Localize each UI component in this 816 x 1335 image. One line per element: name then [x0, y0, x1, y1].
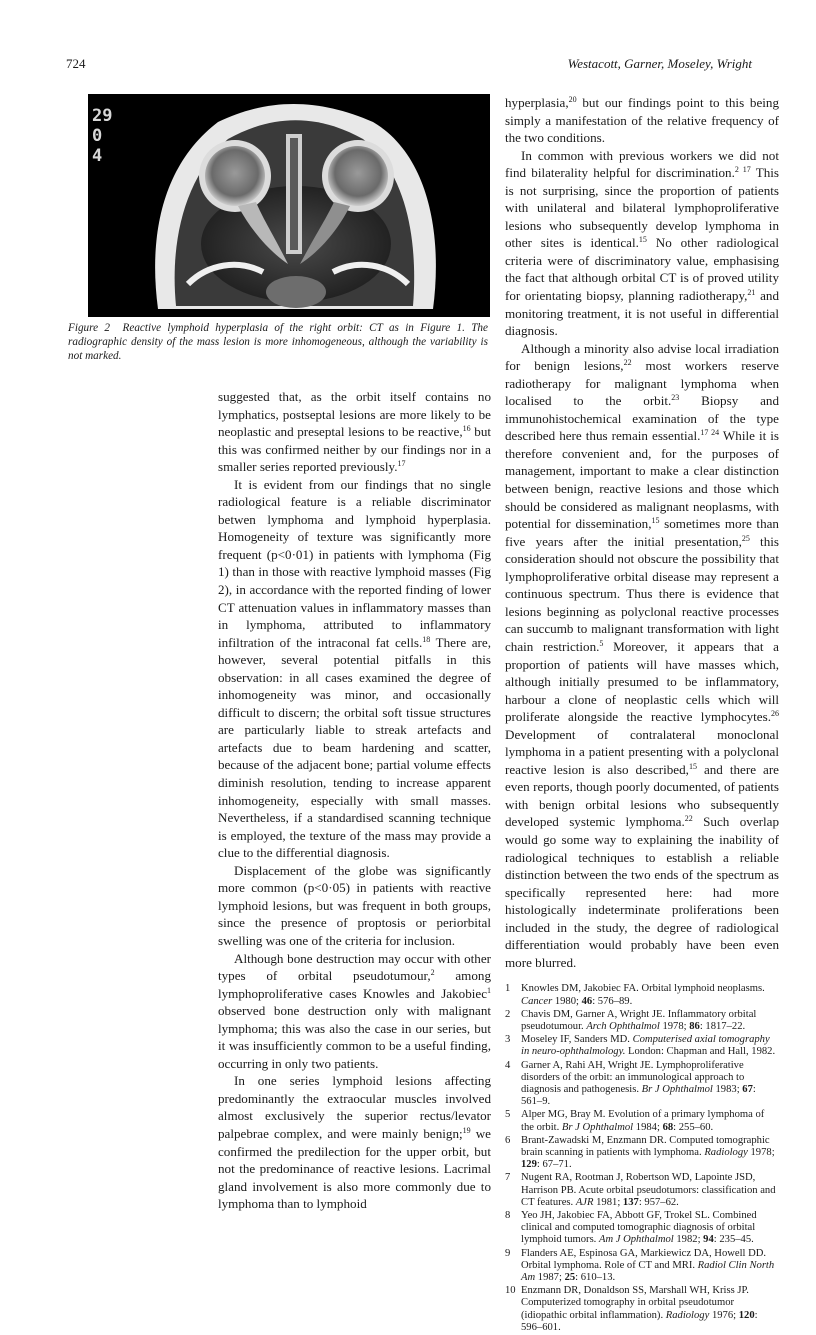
body-paragraph: In one series lymphoid lesions affecting predominantly the extraocular muscles involved almost exclusively the superior rectus/levator palpebrae complex, and were mainly benign;$^{19}$ we confirmed the predilection for the upper orbit, but not the predominance of reactive lesions. Lacrimal gland involvement is also more commonly due to lymphoma than to lymphoid	[218, 1073, 491, 1212]
citation-superscript: 22	[684, 814, 693, 824]
citation-superscript: 16	[462, 424, 471, 434]
reference-number: 7	[505, 1172, 511, 1184]
citation-superscript: 18	[422, 634, 431, 644]
citation-superscript: 2	[430, 968, 435, 978]
reference-number: 4	[505, 1059, 511, 1071]
reference-text: Brant-Zawadski M, Enzmann DR. Computed tomographic brain scanning in patients with lymphoma. Radiology 1978; 129: 67–71.	[521, 1134, 775, 1171]
citation-superscript: 19	[462, 1125, 471, 1135]
ct-scan-figure	[88, 94, 490, 317]
body-paragraph: Although bone destruction may occur with other types of orbital pseudotumour,$^2$ among lymphoproliferative cases Knowles and Jakobiec$^1$ observed bone destruction only with malignant lymphoma; this was also the case in our series, but it was insufficiently common to be a useful finding, occurring in only two patients.	[218, 950, 491, 1071]
reference-item	[505, 1210, 779, 1247]
scan-label: 4	[92, 146, 103, 166]
scan-label: 0	[92, 126, 103, 146]
reference-list	[505, 983, 779, 1334]
reference-item	[505, 1135, 779, 1172]
reference-text: Knowles DM, Jakobiec FA. Orbital lymphoid neoplasms. Cancer 1980; 46: 576–89.	[521, 983, 765, 1007]
citation-superscript: 2 17	[734, 165, 751, 175]
reference-number: 2	[505, 1008, 511, 1020]
figure-caption	[68, 321, 488, 363]
reference-text: Nugent RA, Rootman J, Robertson WD, Lapointe JSD, Harrison PB. Acute orbital pseudotumors: classification and CT features. AJR 1981; 137: 957–62.	[521, 1172, 776, 1208]
reference-item	[505, 983, 779, 1007]
scan-overlay-labels	[92, 106, 122, 166]
reference-text: Garner A, Rahi AH, Wright JE. Lymphoproliferative disorders of the orbit: an immunological approach to diagnosis and pathogenesis. Br J Ophthalmol 1983; 67: 561–9.	[521, 1059, 756, 1108]
figure-caption-text: Reactive lymphoid hyperplasia of the right orbit: CT as in Figure 1. The radiographic density of the mass lesion is more inhomogeneous, although the variability is not marked.	[68, 322, 488, 362]
page-number: 724	[66, 56, 86, 71]
citation-superscript: 15	[688, 761, 697, 771]
reference-text: Yeo JH, Jakobiec FA, Abbott GF, Trokel SL. Combined clinical and computed tomographic diagnosis of orbital lymphoid tumors. Am J Ophthalmol 1982; 94: 235–45.	[521, 1210, 757, 1246]
reference-number: 5	[505, 1109, 511, 1121]
reference-text: Alper MG, Bray M. Evolution of a primary lymphoma of the orbit. Br J Ophthalmol 1984; 68: 255–60.	[521, 1109, 765, 1133]
ct-scan-image	[88, 94, 490, 317]
citation-superscript: 25	[741, 533, 750, 543]
citation-superscript: 26	[771, 709, 779, 719]
reference-number: 8	[505, 1210, 511, 1221]
body-paragraph: suggested that, as the orbit itself contains no lymphatics, postseptal lesions are more likely to be neoplastic and preseptal lesions to be reactive,$^{16}$ but this was confirmed neither by our findings nor in a smaller series reported previously.$^{17}$	[218, 389, 491, 475]
reference-item	[505, 1034, 779, 1058]
reference-number: 1	[505, 983, 511, 995]
body-paragraph: It is evident from our findings that no single radiological feature is a reliable discriminator betwen lymphoma and lymphoid hyperplasia. Homogeneity of texture was significantly more frequent (p<0·01) in patients with lymphoma (Fig 1) than in those with reactive lymphoid masses (Fig 2), in accordance with the reported finding of lower CT attenuation values in inflammatory masses than in lymphoma, attributed to inflammatory infiltration of the intraconal fat cells.$^{18}$ There are, however, several potential pitfalls in this observation: in all cases examined the degree of inhomogeneity was minor, and occasionally difficult to discern; the orbital soft tissue structures are particularly liable to streak artefacts and artefacts due to beam hardening and scatter, because of the adjacent bone; partial volume effects diminish resolution, tending to increase apparent inhomogeneity, especially with small masses. Nevertheless, if a standardised scanning technique is employed, the texture of the mass may provide a clue to the differential diagnosis.	[218, 476, 491, 861]
citation-superscript: 23	[671, 393, 680, 403]
body-paragraph: In common with previous workers we did not find bilaterality helpful for discrimination.$^{2 17}$ This is not surprising, since the proportion of patients with unilateral and bilateral lymphoproliferative lesions who subsequently develop lymphoma in other sites is identical.$^{15}$ No other radiological criteria were of discriminatory value, emphasising the fact that although orbital CT is of proved utility for orientating biopsy, planning radiotherapy,$^{21}$ and monitoring treatment, it is not useful in differential diagnosis.	[505, 147, 780, 339]
citation-superscript: 22	[623, 358, 632, 368]
reference-item	[505, 1009, 779, 1033]
left-column	[218, 388, 491, 1213]
reference-item	[505, 1172, 779, 1209]
reference-item	[505, 1248, 779, 1285]
reference-text: Flanders AE, Espinosa GA, Markiewicz DA, Howell DD. Orbital lymphoma. Role of CT and MRI. Radiol Clin North Am 1987; 25: 610–13.	[521, 1247, 775, 1284]
citation-superscript: 17 24	[700, 428, 720, 438]
citation-superscript: 17	[397, 459, 406, 469]
reference-item	[505, 1060, 779, 1109]
reference-text: Moseley IF, Sanders MD. Computerised axial tomography in neuro-ophthalmology. London: Chapman and Hall, 1982.	[521, 1034, 776, 1058]
reference-number: 6	[505, 1134, 511, 1146]
reference-item	[505, 1109, 779, 1133]
citation-superscript: 1	[487, 985, 491, 995]
reference-number: 10	[505, 1285, 516, 1297]
scan-label: 29	[92, 106, 113, 126]
body-paragraph: Displacement of the globe was significantly more common (p<0·05) in patients with reactive lymphoid lesions, but was frequent in both groups, since the presence of proptosis or periorbital swelling was one of the criteria for inclusion.	[218, 862, 491, 948]
reference-number: 3	[505, 1034, 511, 1046]
reference-item	[505, 1285, 779, 1334]
citation-superscript: 15	[651, 516, 660, 526]
citation-superscript: 21	[747, 288, 756, 298]
body-paragraph: Although a minority also advise local irradiation for benign lesions,$^{22}$ most workers reserve radiotherapy for malignant lymphoma when localised to the orbit.$^{23}$ Biopsy and immunohistochemical examination of the type described here thus remain essential.$^{17 24}$ While it is therefore convenient and, for the purposes of management, important to make a clear distinction between benign, reactive lesions and those which should be considered as malignant neoplasms, with potential for dissemination,$^{15}$ sometimes more than five years after the initial presentation,$^{25}$ this consideration should not obscure the possibility that lymphoproliferative orbital disease may represent a continuous spectrum. Thus there is evidence that lesions beginning as polyclonal reactive processes can succumb to malignant transformation with light chain restriction.$^5$ Moreover, it appears that a proportion of patients will have masses which, although initially presumed to be inflammatory, harbour a clone of neoplastic cells which will proliferate alongside the reactive lymphocytes.$^{26}$ Development of contralateral monoclonal lymphoma in a patient presenting with a polyclonal reactive lesion is also described,$^{15}$ and there are even reports, though poorly documented, of patients with benign orbital lesions who subsequently developed systemic lymphoma.$^{22}$ Such overlap would go some way to explaining the inability of radiological techniques to establish a reliable distinction between the two ends of the spectrum as specifically represented here: had more histologically indeterminate proliferations been included in the study, the degree of radiological differentiation would probably have been even more blurred.	[505, 340, 779, 970]
right-column	[505, 94, 779, 1335]
reference-text: Enzmann DR, Donaldson SS, Marshall WH, Kriss JP. Computerized tomography in orbital pseudotumor (idiopathic orbital inflammation). Radiology 1976; 120: 596–601.	[521, 1285, 758, 1333]
reference-number: 9	[505, 1247, 511, 1259]
body-paragraph: hyperplasia,$^{20}$ but our findings point to this being simply a manifestation of the relative frequency of the two conditions.	[505, 95, 779, 146]
reference-text: Chavis DM, Garner A, Wright JE. Inflammatory orbital pseudotumour. Arch Ophthalmol 1978; 86: 1817–22.	[521, 1008, 757, 1032]
running-head: Westacott, Garner, Moseley, Wright	[567, 56, 752, 71]
citation-superscript: 20	[568, 95, 577, 104]
citation-superscript: 15	[638, 235, 647, 245]
citation-superscript: 5	[599, 638, 604, 648]
figure-caption-label: Figure 2	[68, 322, 110, 334]
